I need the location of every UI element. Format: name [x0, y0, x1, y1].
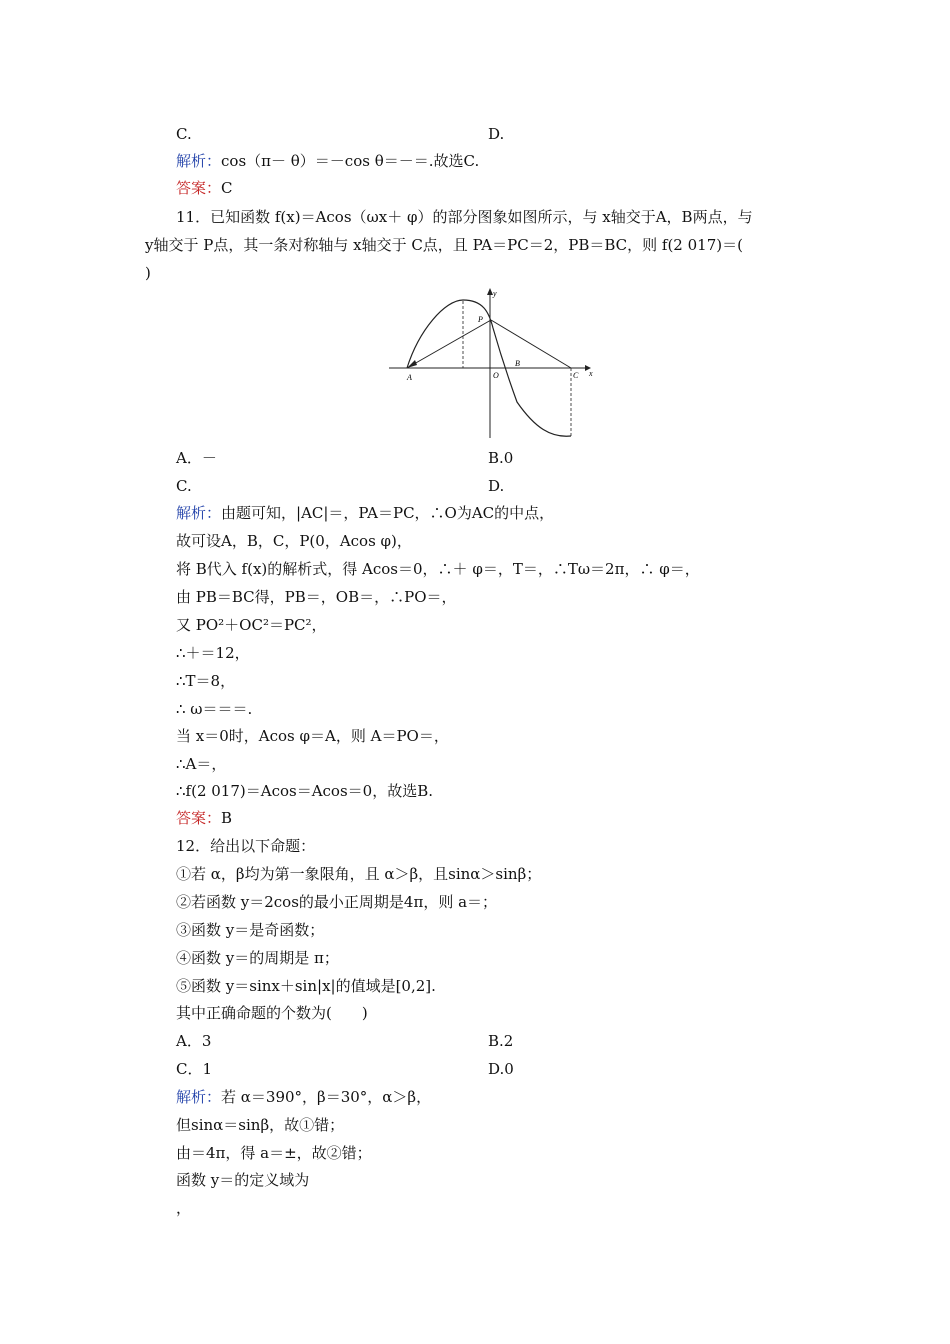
question-11-stem: [145, 203, 815, 287]
analysis-line: ，: [176, 1199, 192, 1217]
analysis-line: 将 B代入 f(x)的解析式，得 Acos＝0，∴＋ φ＝，T＝，∴Tω＝2π，∴ φ＝，: [176, 560, 700, 578]
analysis-line: 由 PB＝BC得，PB＝，OB＝，∴PO＝，: [176, 588, 457, 606]
y-axis-label: y: [493, 289, 497, 298]
analysis-line: 但sinα＝sinβ，故①错；: [176, 1116, 345, 1134]
answer-q11: [176, 808, 232, 828]
stem-line-2: y轴交于 P点，其一条对称轴与 x轴交于 C点，且 PA＝PC＝2，PB＝BC，则 f(2 017)＝(: [145, 236, 743, 254]
proposition-item: ③函数 y＝是奇函数；: [176, 921, 325, 939]
answer-q10: [176, 178, 233, 198]
function-graph-figure: [385, 282, 605, 442]
proposition-item: ②若函数 y＝2cos的最小正周期是4π，则 a＝；: [176, 893, 498, 911]
question-12-prompt: 其中正确命题的个数为( ): [176, 1004, 368, 1022]
analysis-line: ∴ ω＝＝＝.: [176, 700, 253, 718]
analysis-label: 解析：: [176, 1088, 222, 1106]
point-p-label: P: [478, 315, 483, 324]
option-d-q10: D.: [488, 125, 505, 143]
proposition-item: ①若 α，β均为第一象限角，且 α＞β，且sinα＞sinβ；: [176, 865, 542, 883]
point-o-label: O: [493, 371, 499, 380]
proposition-item: ④函数 y＝的周期是 π；: [176, 949, 339, 967]
option-a-q11: A．－: [176, 449, 217, 467]
option-d-q11: D.: [488, 477, 505, 495]
answer-value: B: [221, 809, 233, 827]
analysis-line: ∴A＝，: [176, 755, 227, 773]
point-a-label: A: [407, 373, 412, 382]
analysis-line: 又 PO²＋OC²＝PC²，: [176, 616, 327, 634]
option-c-q11: C.: [176, 477, 192, 495]
question-12-stem: 12．给出以下命题：: [176, 837, 316, 855]
option-b-q12: B.2: [488, 1032, 514, 1050]
analysis-label: 解析：: [176, 504, 222, 522]
analysis-line: 由题可知，|AC|＝，PA＝PC，∴O为AC的中点，: [221, 504, 555, 522]
analysis-q10: [176, 151, 479, 171]
analysis-line: ∴＋＝12，: [176, 644, 250, 662]
answer-label: 答案：: [176, 809, 222, 827]
analysis-line: ∴f(2 017)＝Acos＝Acos＝0，故选B.: [176, 782, 434, 800]
analysis-line: 故可设A，B，C，P(0，Acos φ)，: [176, 532, 412, 550]
option-a-q12: A．3: [176, 1032, 212, 1050]
analysis-q11: [176, 503, 554, 523]
stem-line-1: 11．已知函数 f(x)＝Acos（ωx＋ φ）的部分图象如图所示，与 x轴交于A，B两点，与: [176, 208, 753, 226]
analysis-q12: [176, 1087, 431, 1107]
analysis-line: ∴T＝8，: [176, 672, 236, 690]
analysis-line: 若 α＝390°，β＝30°，α＞β，: [221, 1088, 432, 1106]
stem-line-3: ): [145, 264, 151, 282]
analysis-label: 解析：: [176, 152, 222, 170]
point-c-label: C: [573, 371, 579, 380]
segment-pa: [407, 320, 491, 368]
option-c-q10: C.: [176, 125, 192, 143]
proposition-item: ⑤函数 y＝sinx＋sin|x|的值域是[0,2].: [176, 977, 436, 995]
option-d-q12: D.0: [488, 1060, 514, 1078]
analysis-line: 当 x＝0时，Acos φ＝A，则 A＝PO＝，: [176, 727, 449, 745]
answer-value: C: [221, 179, 233, 197]
option-c-q12: C．1: [176, 1060, 213, 1078]
analysis-text: cos（π－ θ）＝－cos θ＝－＝.故选C.: [221, 152, 480, 170]
analysis-line: 由＝4π，得 a＝±，故②错；: [176, 1144, 372, 1162]
answer-label: 答案：: [176, 179, 222, 197]
analysis-line: 函数 y＝的定义域为: [176, 1171, 310, 1189]
option-b-q11: B.0: [488, 449, 514, 467]
x-axis-label: x: [589, 369, 593, 378]
point-b-label: B: [515, 359, 520, 368]
